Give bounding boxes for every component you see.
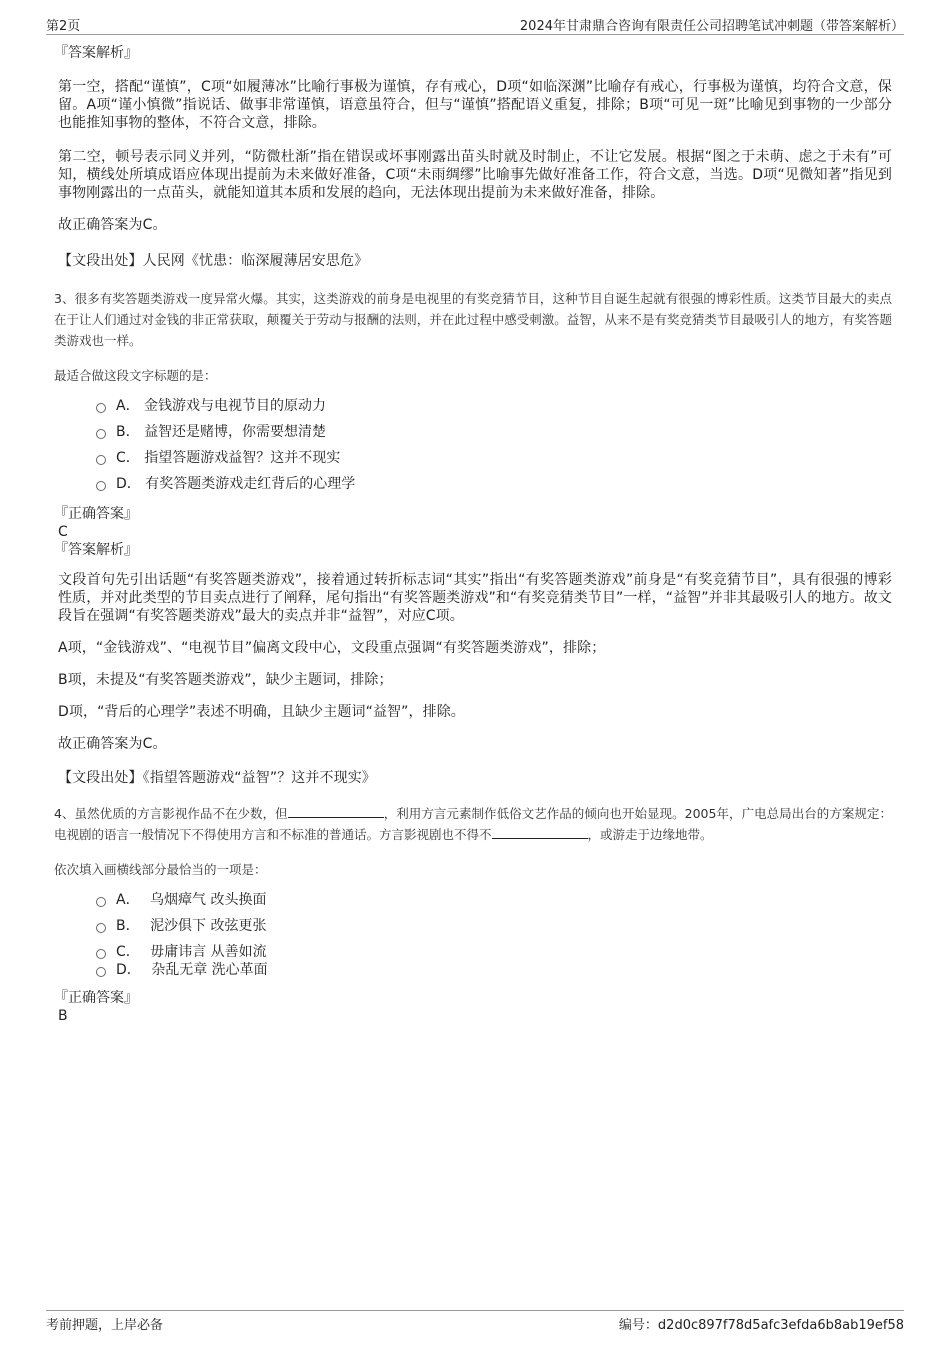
- option-letter: A．: [116, 892, 140, 908]
- option-a[interactable]: [96, 891, 892, 909]
- option-letter: A．: [116, 398, 140, 414]
- analysis-conclusion: 故正确答案为C。: [58, 217, 167, 233]
- question-3: [54, 288, 892, 787]
- analysis-paragraph-1: 第一空，搭配“谨慎”，C项“如履薄冰”比喻行事极为谨慎，存有戒心，D项“如临深渊”比喻存有戒心，行事极为谨慎，均符合文意，保留。A项“谨小慎微”指说话、做事非常谨慎，语意虽符合，但与“谨慎”搭配语义重复，排除；B项“可见一斑”比喻见到事物的一少部分也能推知事物的整体，不符合文意，排除。: [58, 79, 892, 131]
- option-b[interactable]: [96, 423, 892, 441]
- correct-answer: B: [58, 1008, 68, 1024]
- analysis-paragraph-4: D项，“背后的心理学”表述不明确，且缺少主题词“益智”，排除。: [58, 704, 465, 720]
- page-header: [46, 14, 904, 35]
- question-4: [54, 803, 892, 1025]
- option-text: 有奖答题类游戏走红背后的心理学: [145, 476, 356, 492]
- option-c[interactable]: [96, 943, 892, 961]
- radio-button[interactable]: [96, 403, 106, 413]
- question-4-options: [96, 891, 892, 979]
- passage-source: 【文段出处】《指望答题游戏“益智”？这并不现实》: [58, 770, 376, 786]
- question-4-text: [54, 803, 892, 845]
- footer-slogan: 考前押题，上岸必备: [46, 1318, 164, 1333]
- option-letter: C．: [116, 944, 140, 960]
- fill-blank-2: [492, 826, 588, 839]
- question-4-text-part-3: ，或游走于边缘地带。: [587, 827, 713, 842]
- option-letter: B．: [116, 424, 140, 440]
- analysis-label: 『答案解析』: [54, 542, 138, 558]
- question-4-text-part-2: ，利用方言元素制作低俗文艺作品的倾向也开始显现。2005年，广电总局出台的方案规定：电视剧的语言一般情况下不得使用方言和不标准的普通话。方言影视剧也不得不: [54, 806, 892, 842]
- option-letter: C．: [116, 450, 140, 466]
- option-text: 泥沙俱下 改弦更张: [150, 918, 267, 934]
- option-d[interactable]: [96, 961, 892, 979]
- radio-button[interactable]: [96, 967, 106, 977]
- analysis-paragraph-2: 第二空，顿号表示同义并列，“防微杜渐”指在错误或坏事刚露出苗头时就及时制止，不让它发展。根据“图之于未萌、虑之于未有”可知，横线处所填成语应体现出提前为未来做好准备，C项“未雨绸缪”比喻事先做好准备工作，符合文意，当选。D项“见微知著”指见到事物刚露出的一点苗头，就能知道其本质和发展的趋向，无法体现出提前为未来做好准备，排除。: [58, 149, 892, 201]
- document-id: 编号：d2d0c897f78d5afc3efda6b8ab19ef58: [618, 1318, 904, 1333]
- analysis-paragraph-1: 文段首句先引出话题“有奖答题类游戏”，接着通过转折标志词“其实”指出“有奖答题类游戏”前身是“有奖竞猜节目”，具有很强的博彩性质，并对此类型的节目卖点进行了阐释，尾句指出“有奖答题类游戏”和“有奖竞猜类节目”一样，“益智”并非其最吸引人的地方。故文段旨在强调“有奖答题类游戏”最大的卖点并非“益智”，对应C项。: [58, 572, 892, 624]
- question-4-prompt: 依次填入画横线部分最恰当的一项是：: [54, 862, 267, 877]
- question-3-options: [96, 397, 892, 493]
- analysis-label: 『答案解析』: [54, 45, 138, 61]
- option-letter: B．: [116, 918, 140, 934]
- option-text: 毋庸讳言 从善如流: [150, 944, 267, 960]
- analysis-paragraph-2: A项，“金钱游戏”、“电视节目”偏离文段中心，文段重点强调“有奖答题类游戏”，排除；: [58, 640, 606, 656]
- page-footer: [46, 1310, 904, 1331]
- correct-answer: C: [58, 524, 68, 540]
- analysis-paragraph-3: B项，未提及“有奖答题类游戏”，缺少主题词，排除；: [58, 672, 393, 688]
- radio-button[interactable]: [96, 481, 106, 491]
- document-title: 2024年甘肃鼎合咨询有限责任公司招聘笔试冲刺题（带答案解析）: [519, 19, 904, 34]
- correct-answer-label: 『正确答案』: [54, 990, 138, 1006]
- radio-button[interactable]: [96, 897, 106, 907]
- option-text: 金钱游戏与电视节目的原动力: [144, 398, 327, 414]
- page-number: 第2页: [46, 19, 81, 34]
- option-text: 杂乱无章 洗心革面: [151, 962, 268, 978]
- option-text: 乌烟瘴气 改头换面: [150, 892, 267, 908]
- option-text: 益智还是赌博，你需要想清楚: [144, 424, 327, 440]
- question-3-prompt: 最适合做这段文字标题的是：: [54, 368, 217, 383]
- option-c[interactable]: [96, 449, 892, 467]
- radio-button[interactable]: [96, 455, 106, 465]
- page-content: [54, 44, 892, 1025]
- fill-blank-1: [288, 805, 384, 818]
- previous-question-analysis: [54, 44, 892, 270]
- option-letter: D．: [116, 476, 141, 492]
- analysis-conclusion: 故正确答案为C。: [58, 736, 167, 752]
- radio-button[interactable]: [96, 923, 106, 933]
- correct-answer-label: 『正确答案』: [54, 506, 138, 522]
- option-a[interactable]: [96, 397, 892, 415]
- passage-source: 【文段出处】人民网《忧患：临深履薄居安思危》: [58, 253, 369, 269]
- question-3-text: 3、很多有奖答题类游戏一度异常火爆。其实，这类游戏的前身是电视里的有奖竞猜节目，这种节目自诞生起就有很强的博彩性质。这类节目最大的卖点在于让人们通过对金钱的非正常获取，颠覆关于劳动与报酬的法则，并在此过程中感受刺激。益智，从来不是有奖竞猜类节目最吸引人的地方，有奖答题类游戏也一样。: [54, 291, 892, 348]
- question-4-text-part-1: 4、虽然优质的方言影视作品不在少数，但: [54, 806, 288, 821]
- option-d[interactable]: [96, 475, 892, 493]
- option-text: 指望答题游戏益智？这并不现实: [144, 450, 341, 466]
- option-letter: D．: [116, 962, 141, 978]
- radio-button[interactable]: [96, 949, 106, 959]
- radio-button[interactable]: [96, 429, 106, 439]
- option-b[interactable]: [96, 917, 892, 935]
